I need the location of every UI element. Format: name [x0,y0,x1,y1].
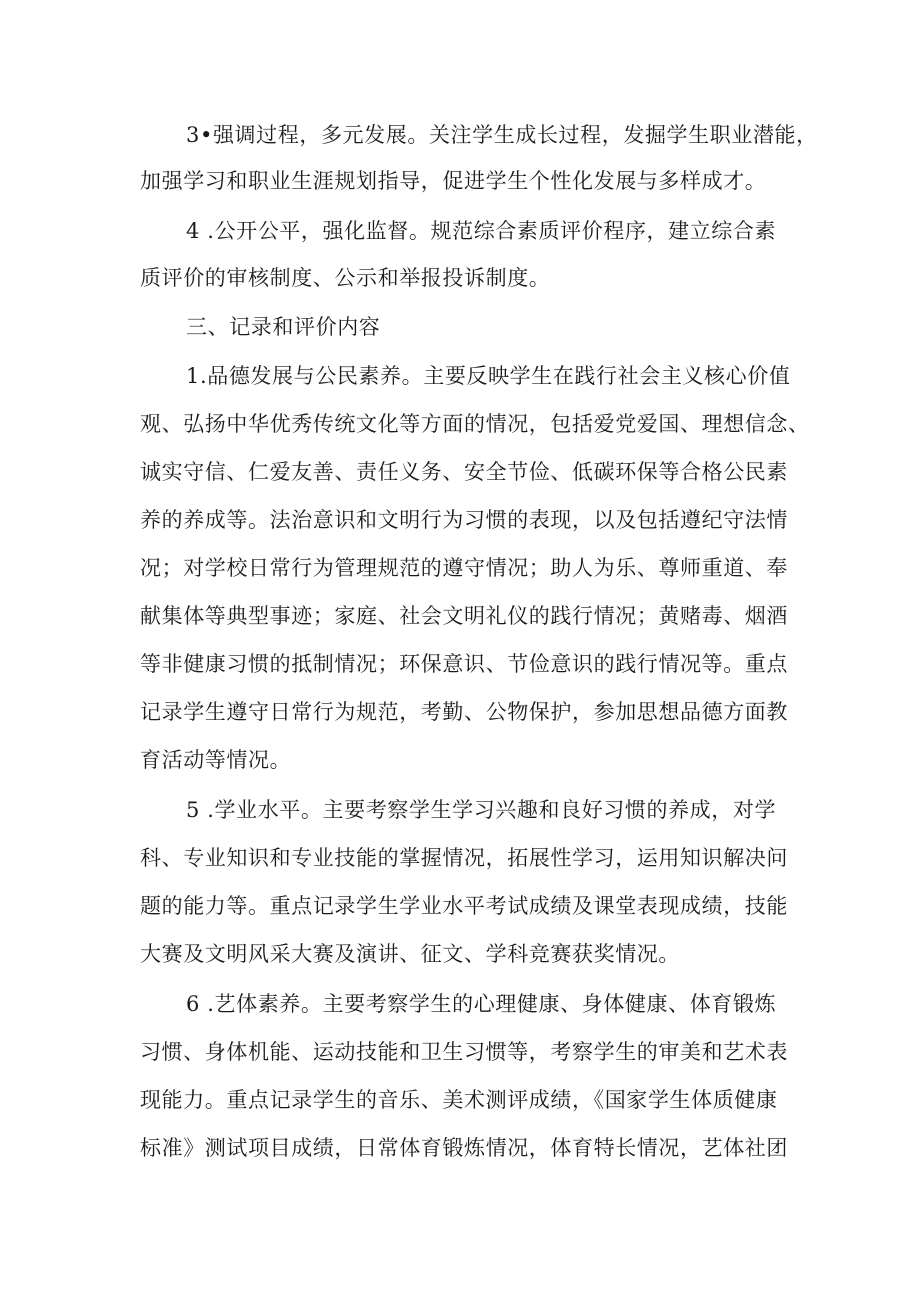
paragraph-5-line-1: 5 .学业水平。主要考察学生学习兴趣和良好习惯的养成，对学 [186,798,777,822]
paragraph-6-line-1: 6 .艺体素养。主要考察学生的心理健康、身体健康、体育锻炼 [186,992,777,1016]
paragraph-moral-line-3: 诚实守信、仁爱友善、责任义务、安全节俭、低碳环保等合格公民素 [140,460,788,484]
paragraph-6-line-2: 习惯、身体机能、运动技能和卫生习惯等，考察学生的审美和艺术表 [140,1040,788,1064]
paragraph-6-line-4: 标准》测试项目成绩，日常体育锻炼情况，体育特长情况，艺体社团 [140,1136,788,1160]
paragraph-5-line-4: 大赛及文明风采大赛及演讲、征文、学科竞赛获奖情况。 [140,942,680,966]
paragraph-moral-line-1: 1.品德发展与公民素养。主要反映学生在践行社会主义核心价值 [186,364,791,388]
paragraph-moral-line-9: 育活动等情况。 [140,748,292,772]
paragraph-5-line-2: 科、专业知识和专业技能的掌握情况，拓展性学习，运用知识解决问 [140,846,788,870]
paragraph-3-line-1: 3•强调过程，多元发展。关注学生成长过程，发掘学生职业潜能， [186,123,818,147]
paragraph-moral-line-7: 等非健康习惯的抵制情况；环保意识、节俭意识的践行情况等。重点 [140,652,788,676]
paragraph-moral-line-5: 况；对学校日常行为管理规范的遵守情况；助人为乐、尊师重道、奉 [140,556,788,580]
paragraph-4-line-2: 质评价的审核制度、公示和举报投诉制度。 [140,266,551,290]
paragraph-6-line-3: 现能力。重点记录学生的音乐、美术测评成绩，《国家学生体质健康 [140,1088,778,1112]
paragraph-4-line-1: 4 .公开公平，强化监督。规范综合素质评价程序，建立综合素 [186,219,777,243]
paragraph-moral-line-6: 献集体等典型事迹；家庭、社会文明礼仪的践行情况；黄赌毒、烟酒 [140,604,788,628]
paragraph-moral-line-8: 记录学生遵守日常行为规范，考勤、公物保护，参加思想品德方面教 [140,700,788,724]
paragraph-5-line-3: 题的能力等。重点记录学生学业水平考试成绩及课堂表现成绩，技能 [140,894,788,918]
paragraph-moral-line-4: 养的养成等。法治意识和文明行为习惯的表现，以及包括遵纪守法情 [140,508,788,532]
paragraph-moral-line-2: 观、弘扬中华优秀传统文化等方面的情况，包括爱党爱国、理想信念、 [140,412,810,436]
section-heading: 三、记录和评价内容 [186,315,381,339]
paragraph-3-line-2: 加强学习和职业生涯规划指导，促进学生个性化发展与多样成才。 [140,169,767,193]
